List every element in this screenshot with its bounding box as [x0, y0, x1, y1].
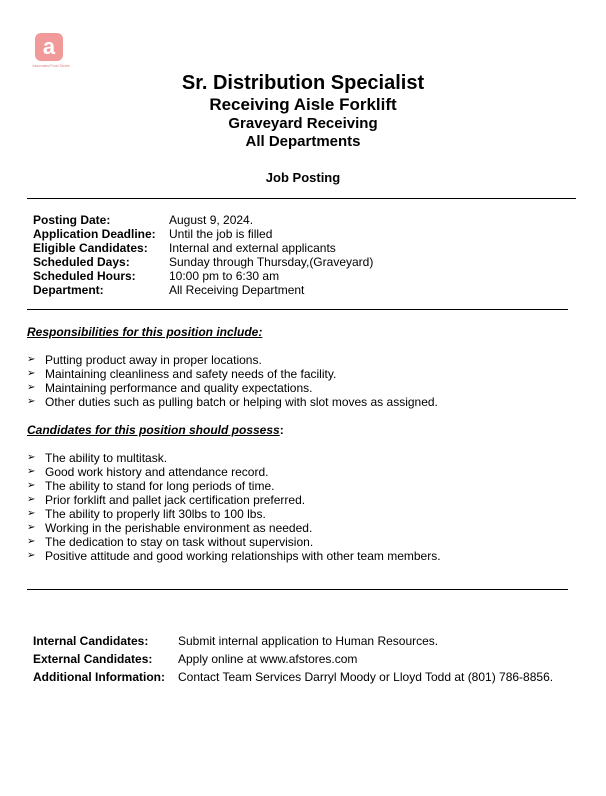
list-item-text: Working in the perishable environment as needed. — [45, 521, 313, 535]
arrow-bullet-icon: ➢ — [27, 466, 36, 477]
detail-label: Scheduled Hours: — [33, 269, 136, 283]
list-item — [27, 451, 441, 465]
contact-label: External Candidates: — [33, 652, 153, 666]
arrow-bullet-icon: ➢ — [27, 480, 36, 491]
list-item — [27, 395, 438, 409]
detail-label: Posting Date: — [33, 213, 111, 227]
arrow-bullet-icon: ➢ — [27, 382, 36, 393]
posting-details — [33, 213, 373, 297]
list-item — [27, 507, 441, 521]
contact-value: Submit internal application to Human Resources. — [178, 634, 439, 648]
responsibilities-list — [27, 353, 438, 409]
contact-info — [33, 632, 553, 686]
detail-value: 10:00 pm to 6:30 am — [169, 269, 280, 283]
list-item-text: The dedication to stay on task without supervision. — [45, 535, 314, 549]
candidates-heading-text: Candidates for this position should possess — [27, 423, 280, 437]
candidates-heading — [27, 423, 284, 437]
arrow-bullet-icon: ➢ — [27, 550, 36, 561]
divider-bottom — [27, 589, 568, 590]
arrow-bullet-icon: ➢ — [27, 508, 36, 519]
detail-row-days — [33, 255, 373, 269]
list-item-text: The ability to stand for long periods of time. — [45, 479, 275, 493]
detail-value: All Receiving Department — [169, 283, 305, 297]
candidates-list — [27, 451, 441, 563]
detail-row-hours — [33, 269, 373, 283]
detail-value: Until the job is filled — [169, 227, 273, 241]
list-item — [27, 521, 441, 535]
contact-row-internal — [33, 632, 553, 650]
responsibilities-heading-text: Responsibilities for this position include: — [27, 325, 263, 339]
contact-value: Apply online at www.afstores.com — [178, 652, 358, 666]
arrow-bullet-icon: ➢ — [27, 452, 36, 463]
detail-row-eligible — [33, 241, 373, 255]
list-item-text: The ability to properly lift 30lbs to 100 lbs. — [45, 507, 266, 521]
list-item-text: Good work history and attendance record. — [45, 465, 269, 479]
list-item-text: The ability to multitask. — [45, 451, 168, 465]
logo-badge: a — [35, 33, 63, 61]
list-item-text: Positive attitude and good working relationships with other team members. — [45, 549, 441, 563]
list-item — [27, 535, 441, 549]
divider-top — [27, 198, 576, 199]
list-item — [27, 353, 438, 367]
detail-label: Application Deadline: — [33, 227, 156, 241]
contact-label: Additional Information: — [33, 670, 165, 684]
detail-label: Eligible Candidates: — [33, 241, 148, 255]
detail-label: Scheduled Days: — [33, 255, 130, 269]
list-item — [27, 381, 438, 395]
arrow-bullet-icon: ➢ — [27, 396, 36, 407]
arrow-bullet-icon: ➢ — [27, 354, 36, 365]
list-item-text: Putting product away in proper locations. — [45, 353, 262, 367]
contact-label: Internal Candidates: — [33, 634, 149, 648]
detail-row-department — [33, 283, 373, 297]
list-item-text: Other duties such as pulling batch or helping with slot moves as assigned. — [45, 395, 438, 409]
list-item-text: Maintaining performance and quality expectations. — [45, 381, 313, 395]
detail-row-posting-date — [33, 213, 373, 227]
list-item-text: Maintaining cleanliness and safety needs of the facility. — [45, 367, 337, 381]
arrow-bullet-icon: ➢ — [27, 536, 36, 547]
detail-row-deadline — [33, 227, 373, 241]
company-logo — [27, 33, 75, 71]
job-subtitle-departments: All Departments — [245, 133, 361, 150]
detail-value: Internal and external applicants — [169, 241, 336, 255]
arrow-bullet-icon: ➢ — [27, 522, 36, 533]
detail-value: Sunday through Thursday,(Graveyard) — [169, 255, 374, 269]
detail-value: August 9, 2024. — [169, 213, 254, 227]
logo-text: Associated Food Stores — [32, 64, 70, 68]
job-subtitle-shift: Graveyard Receiving — [228, 115, 378, 132]
divider-details — [27, 309, 568, 310]
list-item — [27, 493, 441, 507]
list-item — [27, 465, 441, 479]
title-block — [0, 72, 606, 151]
list-item — [27, 479, 441, 493]
contact-row-external — [33, 650, 553, 668]
list-item-text: Prior forklift and pallet jack certification preferred. — [45, 493, 306, 507]
responsibilities-heading — [27, 325, 262, 339]
job-posting-label: Job Posting — [265, 170, 341, 185]
job-subtitle-position: Receiving Aisle Forklift — [209, 95, 397, 114]
arrow-bullet-icon: ➢ — [27, 494, 36, 505]
candidates-heading-colon: : — [279, 423, 284, 437]
contact-row-additional — [33, 668, 553, 686]
job-title: Sr. Distribution Specialist — [181, 72, 425, 94]
list-item — [27, 549, 441, 563]
arrow-bullet-icon: ➢ — [27, 368, 36, 379]
list-item — [27, 367, 438, 381]
contact-value: Contact Team Services Darryl Moody or Lloyd Todd at (801) 786-8856. — [178, 670, 554, 684]
detail-label: Department: — [33, 283, 104, 297]
